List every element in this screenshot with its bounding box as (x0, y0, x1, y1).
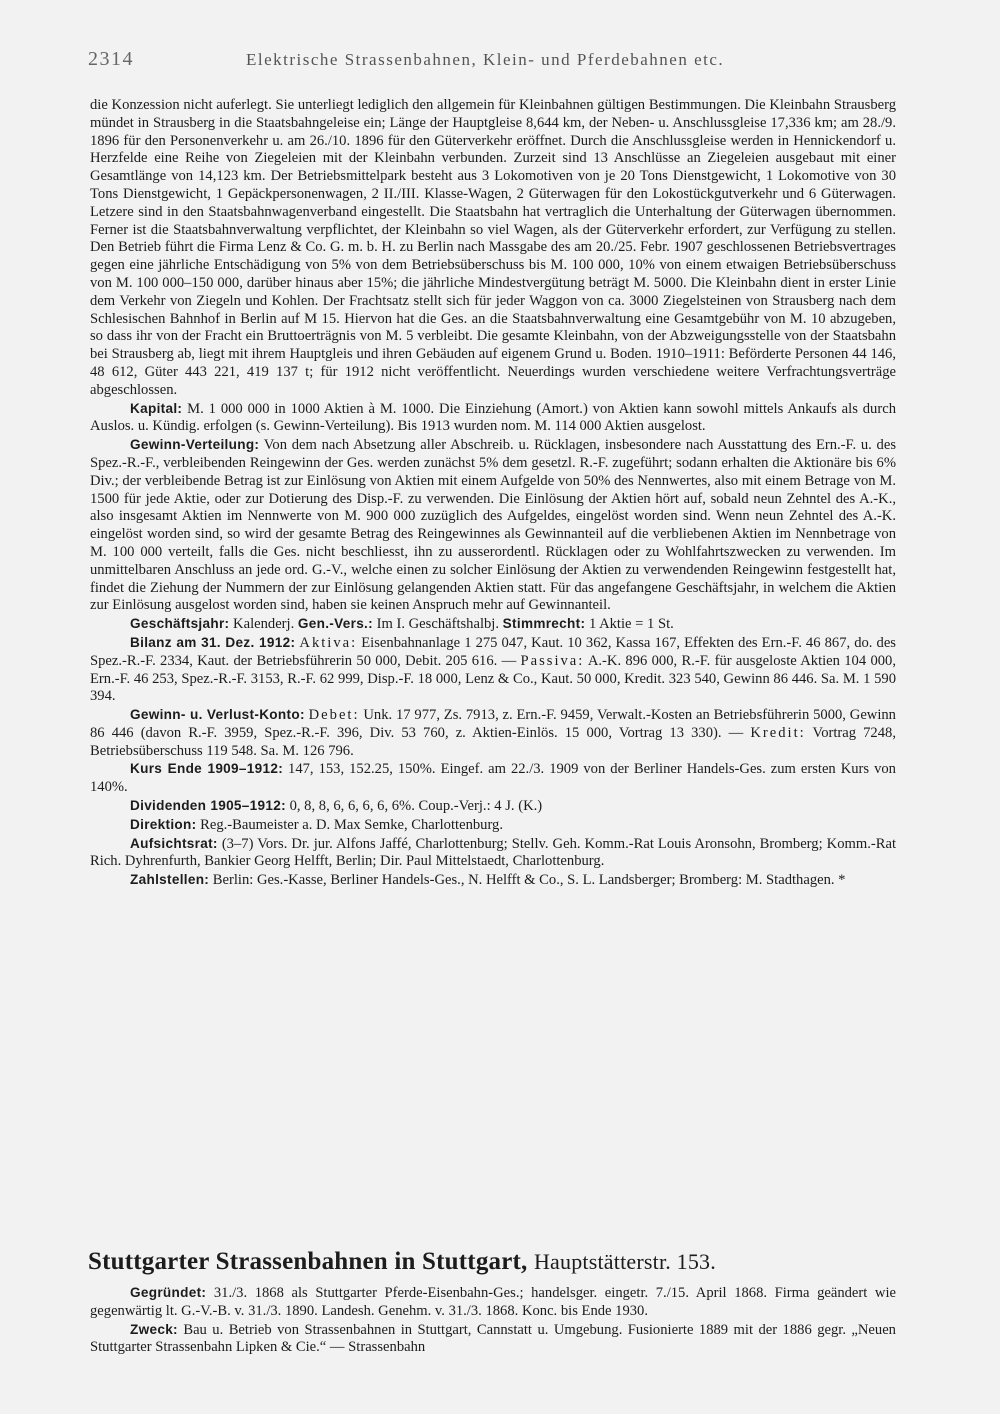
gewinnverteilung-paragraph (90, 436, 896, 615)
kapital-text: M. 1 000 000 in 1000 Aktien à M. 1000. Die Einziehung (Amort.) von Aktien kann sowohl mittels Ankaufs als durch Auslos. u. Kündig. erfolgen (s. Gewinn-Verteilung). Bis 1913 wurden nom. M. 114 000 Aktien ausgelost. (90, 400, 896, 435)
geschaeftsjahr-text: Kalenderj. (233, 616, 295, 633)
guv-kredit-text: Vortrag 7248, Betriebsüberschuss 119 548. Sa. M. 126 796. (90, 724, 896, 759)
genvers-text: Im I. Geschäftshalbj. (376, 616, 500, 633)
dividenden-label: Dividenden 1905–1912: (130, 798, 286, 814)
gegruendet-paragraph (90, 1284, 896, 1321)
page-number: 2314 (88, 48, 134, 70)
zweck-paragraph (90, 1321, 896, 1358)
direktion-label: Direktion: (130, 816, 197, 832)
intro-paragraph: die Konzession nicht auferlegt. Sie unterliegt lediglich den allgemein für Kleinbahnen gültigen Bestimmungen. Die Kleinbahn Strausberg mündet in Strausberg in die Staatsbahngeleise ein; Länge der Hauptgleise 8,644 km, der Neben- u. Anschlussgleise 17,336 km; am 28./9. 1896 für den Personenverkehr u. am 26./10. 1896 für den Güterverkehr eröffnet. Durch die Anschlussgleise werden in Hennickendorf u. Herzfelde eine Reihe von Ziegeleien mit der Kleinbahn verbunden. Zurzeit sind 13 Anschlüsse an Ziegeleien ausgebaut mit einer Gesamtlänge von 14,123 km. Der Betriebsmittelpark besteht aus 3 Lokomotiven von je 20 Tons Dienstgewicht, 1 Lokomotive von 30 Tons Dienstgewicht, 1 Gepäckpersonenwagen, 2 II./III. Klasse-Wagen, 2 Güterwagen für den Lokostückgutverkehr und 6 Güterwagen. Letzere sind in den Staatsbahnwagenverband eingestellt. Die Staatsbahn hat vertraglich die Unterhaltung der Güterwagen übernommen. Ferner ist die Staatsbahnverwaltung verpflichtet, der Kleinbahn so viel Wagen, als der Güterverkehr erfordert, zur Verfügung zu stellen. Den Betrieb führt die Firma Lenz & Co. G. m. b. H. zu Berlin nach Massgabe des am 20./25. Febr. 1907 geschlossenen Betriebsvertrages gegen eine jährliche Entschädigung von 5% von dem Betriebsüberschuss bis M. 100 000, 10% von einem etwaigen Betriebsüberschuss von M. 100 000–150 000, darüber hinaus aber 15%; die jährliche Mindestvergütung beträgt M. 5000. Die Kleinbahn dient in erster Linie dem Verkehr von Ziegeln und Kohlen. Der Frachtsatz stellt sich für jeder Waggon von ca. 3000 Ziegelsteinen von Strausberg nach dem Schlesischen Bahnhof in Berlin auf M 15. Hiervon hat die Ges. an die Staatsbahnverwaltung eine Gesamtgebühr von M. 10 abzugeben, so dass ihr von der Fracht ein Bruttoerträgnis von M. 5 verbleibt. Die gesamte Kleinbahn, von der Abzweigungsstelle von der Staatsbahn bei Strausberg ab, liegt mit ihrem Hauptgleis und ihren Gebäuden auf eigenem Grund u. Boden. 1910–1911: Beförderte Personen 44 146, 48 612, Güter 443 221, 419 137 t; für 1912 nicht veröffentlicht. Neuerdings wurden verschiedene weitere Verfrachtungsverträge abgeschlossen. (90, 97, 896, 398)
bilanz-label: Bilanz am 31. Dez. 1912: (130, 634, 296, 650)
bilanz-aktiva-label: Aktiva: (299, 634, 358, 651)
aufsichtsrat-text: (3–7) Vors. Dr. jur. Alfons Jaffé, Charlottenburg; Stellv. Geh. Komm.-Rat Louis Aronsohn, Bromberg; Komm.-Rat Rich. Dyhrenfurth, Bankier Georg Helfft, Berlin; Dir. Paul Mittelstaedt, Charlottenburg. (90, 835, 896, 870)
gewinnverteilung-label: Gewinn-Verteilung: (130, 437, 260, 453)
main-text-column (90, 97, 896, 890)
gegruendet-label: Gegründet: (130, 1285, 207, 1300)
page-header (88, 48, 908, 74)
company-address: Hauptstätterstr. 153. (533, 1249, 716, 1274)
bilanz-passiva-text: A.-K. 896 000, R.-F. für ausgeloste Aktien 104 000, Ern.-F. 46 253, Spez.-R.-F. 3153, R.-F. 62 999, Disp.-F. 18 000, Lenz & Co., Kaut. 50 000, Kredit. 323 540, Gewinn 86 446. Sa. M. 1 590 394. (90, 652, 897, 705)
stimmrecht-label: Stimmrecht: (502, 616, 586, 632)
zahlstellen-text: Berlin: Ges.-Kasse, Berliner Handels-Ges., N. Helfft & Co., S. L. Landsberger; Bromberg: M. Stadthagen. * (212, 872, 846, 889)
geschaeftsjahr-label: Geschäftsjahr: (130, 616, 230, 632)
aufsichtsrat-paragraph (90, 835, 896, 872)
zahlstellen-label: Zahlstellen: (130, 872, 210, 888)
company-name: Stuttgarter Strassenbahnen in Stuttgart, (88, 1248, 528, 1275)
zweck-text: Bau u. Betrieb von Strassenbahnen in Stuttgart, Cannstatt u. Umgebung. Fusionierte 1889 mit der 1886 gegr. „Neuen Stuttgarter Strassenbahn Lipken & Cie.“ — Strassenbahn (90, 1321, 896, 1356)
zweck-label: Zweck: (130, 1321, 178, 1337)
gewinnverteilung-text: Von dem nach Absetzung aller Abschreib. u. Rücklagen, insbesondere nach Ausstattung des Ern.-F. u. des Spez.-R.-F., verbleibenden Reingewinn der Ges. werden zunächst 5% dem gesetzl. R.-F. zugeführt; sodann erhalten die Aktionäre bis 6% Div.; der verbleibende Betrag ist zur Einlösung von Aktien mit einem Aufgelde von 50% des Nennwertes, also mit einem Betrage von M. 1500 für jede Aktie, oder zur Dotierung des Disp.-F. zu verwenden. Die Einlösung der Aktien hört auf, sobald neun Zehntel des A.-K., also insgesamt Aktien im Nennwerte von M. 900 000 zuzüglich des Aufgeldes, eingelöst worden sind. Wenn neun Zehntel des A.-K. eingelöst worden sind, so wird der gesamte Betrag des Reingewinnes als Gewinnanteil auf die verbliebenen Aktien im Nennbetrage von M. 100 000 verteilt, falls die Ges. nicht beschliesst, ihn zu ausserordentl. Rücklagen oder zu Wohlfahrtszwecken zu verwenden. Im unmittelbaren Anschluss an jede ord. G.-V., welche einen zu solcher Einlösung der Aktien zu verwendenden Reingewinn festgestellt hat, findet die Ziehung der Nummern der zur Einlösung gelangenden Aktien statt. Für das angefangene Geschäftsjahr, in welchem die Aktien zur Einlösung ausgelost worden sind, haben sie keinen Anspruch mehr auf Gewinnanteil. (90, 437, 897, 614)
direktion-paragraph (90, 816, 896, 835)
guv-label: Gewinn- u. Verlust-Konto: (130, 707, 305, 723)
stimmrecht-text: 1 Aktie = 1 St. (588, 616, 674, 633)
bilanz-aktiva-text: Eisenbahnanlage 1 275 047, Kaut. 10 362, Kassa 167, Effekten des Ern.-F. 46 867, do. des Spez.-R.-F. 2334, Kaut. der Betriebsführerin 50 000, Debit. 205 616. — (90, 634, 896, 669)
kurs-label: Kurs Ende 1909–1912: (130, 761, 284, 777)
guv-paragraph (90, 706, 896, 760)
geschaeftsjahr-paragraph (90, 615, 896, 634)
dividenden-paragraph (90, 797, 896, 816)
guv-debet-text: Unk. 17 977, Zs. 7913, z. Ern.-F. 9459, Verwalt.-Kosten an Betriebsführerin 5000, Gewinn 86 446 (davon R.-F. 3959, Spez.-R.-F. 396, Div. 53 760, z. Aktien-Einlös. 15 000, Vortrag 13 330). — (90, 707, 896, 741)
aufsichtsrat-label: Aufsichtsrat: (130, 835, 218, 851)
company-heading (88, 1248, 908, 1276)
kurs-paragraph (90, 760, 896, 797)
guv-debet-label: Debet: (308, 707, 360, 724)
zahlstellen-paragraph (90, 871, 896, 890)
bilanz-paragraph (90, 634, 896, 706)
kapital-label: Kapital: (130, 400, 183, 416)
genvers-label: Gen.-Vers.: (297, 616, 373, 632)
running-title: Elektrische Strassenbahnen, Klein- und Pferdebahnen etc. (246, 50, 725, 69)
bilanz-passiva-label: Passiva: (520, 652, 585, 669)
kapital-paragraph (90, 400, 896, 437)
company-text-column (90, 1284, 896, 1357)
dividenden-text: 0, 8, 8, 6, 6, 6, 6, 6%. Coup.-Verj.: 4 J. (K.) (289, 798, 543, 815)
kurs-text: 147, 153, 152.25, 150%. Eingef. am 22./3. 1909 von der Berliner Handels-Ges. zum ersten Kurs von 140%. (90, 761, 896, 796)
direktion-text: Reg.-Baumeister a. D. Max Semke, Charlottenburg. (200, 816, 504, 833)
guv-kredit-label: Kredit: (750, 724, 806, 741)
gegruendet-text: 31./3. 1868 als Stuttgarter Pferde-Eisenbahn-Ges.; handelsger. eingetr. 7./15. April 1868. Firma geändert wie gegenwärtig lt. G.-V.-B. v. 31./3. 1890. Landesh. Genehm. v. 31./3. 1868. Konc. bis Ende 1930. (90, 1285, 896, 1319)
